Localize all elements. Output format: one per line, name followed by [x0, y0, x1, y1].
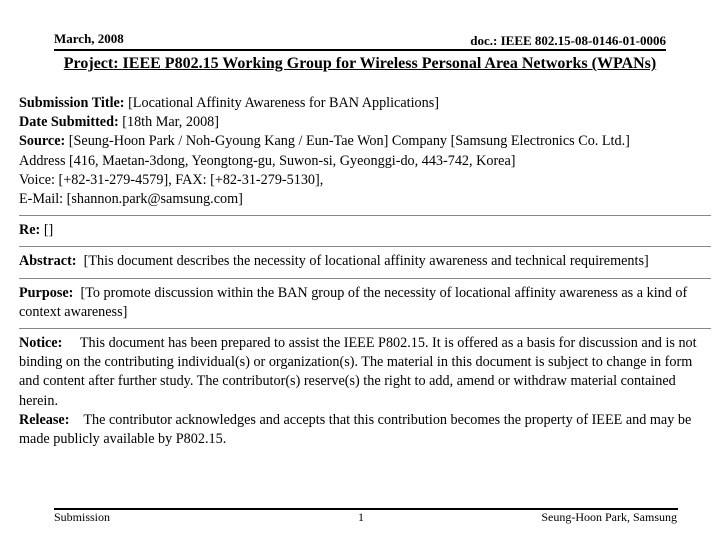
date-submitted-value: [18th Mar, 2008]: [122, 114, 220, 131]
re-line: [19, 221, 711, 240]
voice-fax-line: Voice: [+82-31-279-4579], FAX: [+82-31-279-5130],: [19, 171, 324, 188]
header-divider: [54, 49, 666, 51]
submission-title-label: Submission Title:: [19, 95, 125, 111]
re-value: []: [43, 222, 54, 239]
project-title: Project: IEEE P802.15 Working Group for Wireless Personal Area Networks (WPANs): [63, 55, 657, 72]
notice-label: Notice:: [19, 335, 63, 352]
email-line: E-Mail: [shannon.park@samsung.com]: [19, 191, 243, 208]
release-paragraph: [19, 411, 711, 449]
re-label: Re:: [19, 222, 41, 239]
date-submitted-line: [19, 113, 711, 132]
abstract-label: Abstract:: [19, 253, 77, 270]
section-divider: [19, 278, 711, 279]
release-label: Release:: [19, 411, 70, 428]
submission-title-value: [Locational Affinity Awareness for BAN Applications]: [128, 95, 439, 111]
section-divider: [19, 246, 711, 247]
footer-submission: Submission: [54, 510, 111, 524]
abstract-paragraph: [19, 252, 711, 271]
notice-paragraph: [19, 334, 711, 411]
footer-page-number: 1: [358, 510, 364, 524]
source-line: [19, 132, 711, 151]
purpose-paragraph: [19, 284, 711, 322]
address-line: Address [416, Maetan-3dong, Yeongtong-gu, Suwon-si, Gyeonggi-do, 443-742, Korea]: [19, 152, 516, 169]
section-divider: [19, 328, 711, 329]
header-date: March, 2008: [54, 31, 124, 46]
submission-title-line: [19, 94, 711, 113]
abstract-text: [This document describes the necessity of locational affinity awareness and technical requirements]: [83, 253, 649, 270]
source-value: [Seung-Hoon Park / Noh-Gyoung Kang / Eun-Tae Won] Company [Samsung Electronics Co. Ltd.]: [68, 133, 630, 150]
purpose-text: [To promote discussion within the BAN group of the necessity of locational affinity awareness as a kind of context awareness]: [19, 284, 688, 320]
document-body: [19, 94, 711, 449]
source-label: Source:: [19, 133, 66, 150]
release-text: The contributor acknowledges and accepts that this contribution becomes the property of IEEE and may be made publicly available by P802.15.: [19, 411, 692, 448]
notice-text: This document has been prepared to assist the IEEE P802.15. It is offered as a basis for discussion and is not binding on the contributing individual(s) or organization(s). The material in this document is subject to change in form and content after further study. The contributor(s) reserve(s) the right to add, amend or withdraw material contained herein.: [19, 335, 697, 409]
purpose-label: Purpose:: [19, 284, 74, 301]
footer-author: Seung-Hoon Park, Samsung: [541, 510, 677, 524]
date-submitted-label: Date Submitted:: [19, 114, 119, 131]
section-divider: [19, 215, 711, 216]
header-doc-id: doc.: IEEE 802.15-08-0146-01-0006: [470, 33, 666, 48]
